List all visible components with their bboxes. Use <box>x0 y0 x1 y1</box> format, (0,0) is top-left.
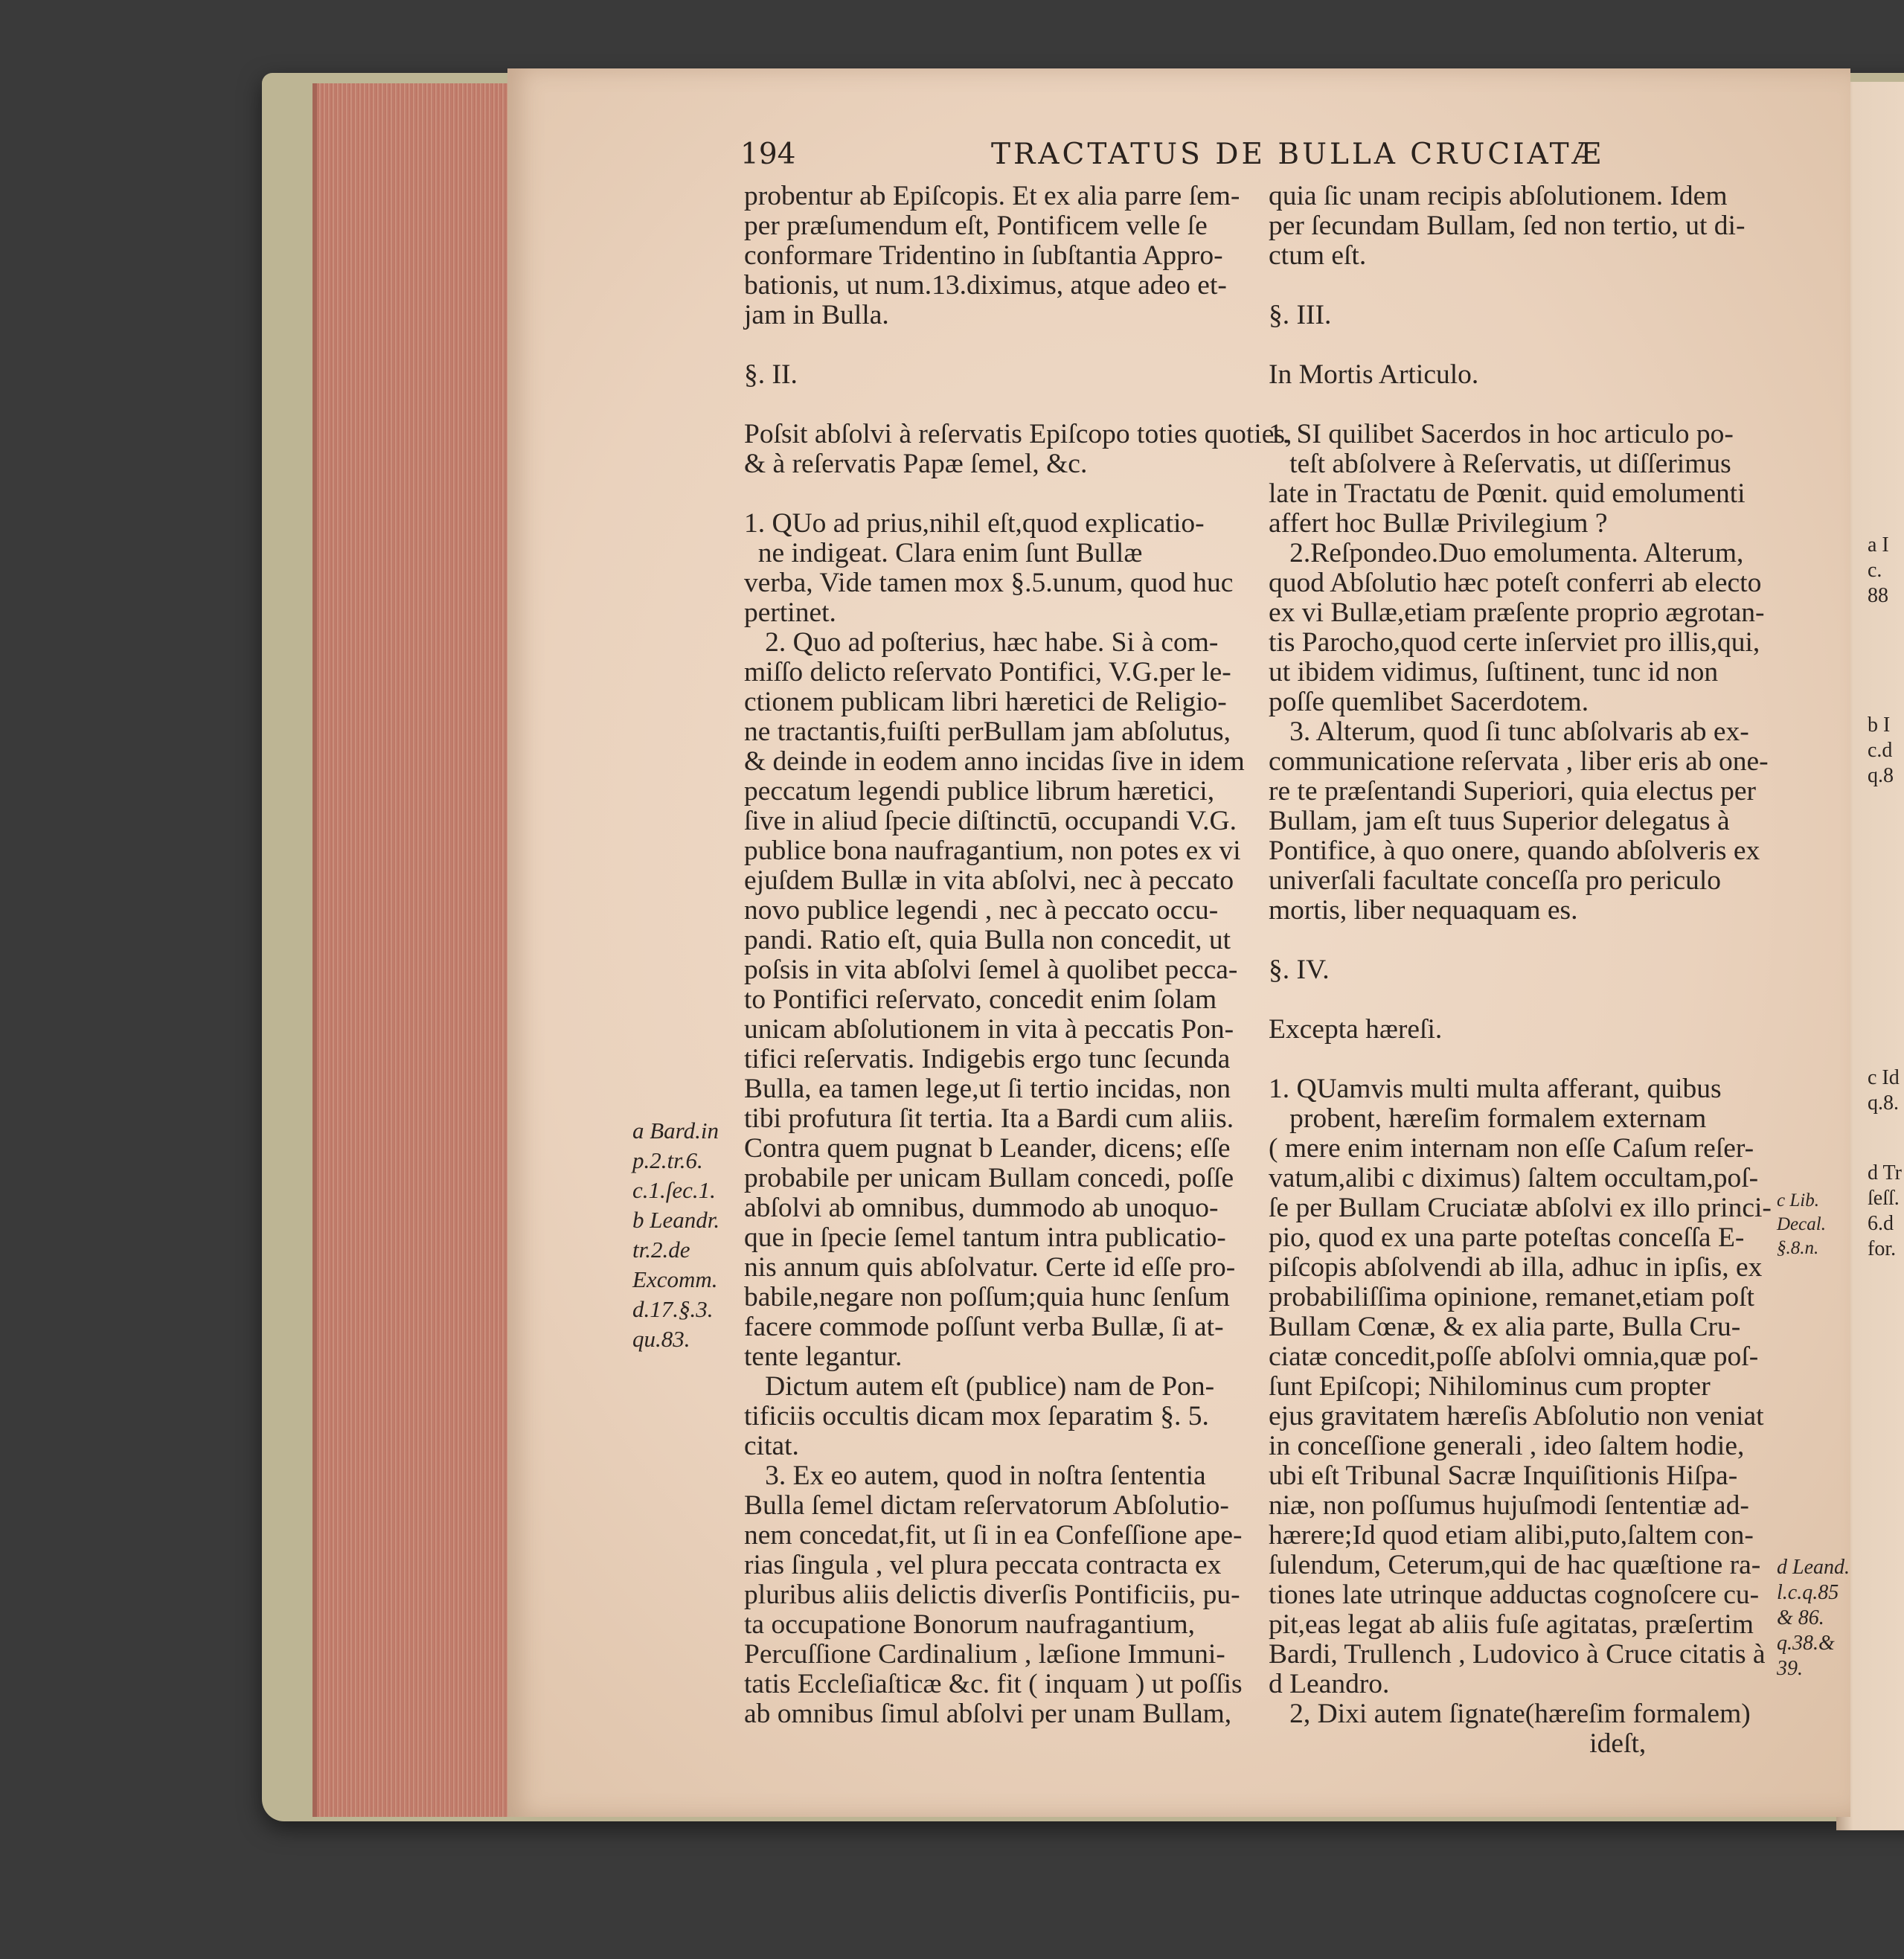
right-margin-note-c: c Lib. Decal. §.8.n. <box>1777 1190 1826 1258</box>
facing-page-fragment: d Tr ſeſſ. 6.d for. <box>1868 1161 1902 1260</box>
page-number: 194 <box>740 138 796 171</box>
facing-page-fragment: b I c.d q.8 <box>1868 714 1894 787</box>
facing-page-fragment: c Id q.8. <box>1868 1066 1900 1115</box>
running-head: TRACTATUS DE BULLA CRUCIATÆ <box>991 138 1604 171</box>
page-block-edges <box>312 83 525 1817</box>
right-margin-note-d: d Leand. l.c.q.85 & 86. q.38.& 39. <box>1777 1556 1850 1680</box>
left-column-text: probentur ab Epiſcopis. Et ex alia parre ſem- per præſumendum eſt, Pontificem velle ſe conformare Tridentino in ſubſtantia Appro- bationis, ut num.13.diximus, atque adeo et- jam in Bulla. §. II. Poſsit abſolvi à reſervatis Epiſcopo toties quoties, & à reſervatis Papæ ſemel, &c. 1. QUo ad prius,nihil eſt,quod explicatio- ne indigeat. Clara enim ſunt Bullæ verba, Vide tamen mox §.5.unum, quod huc pertinet. 2. Quo ad poſterius, hæc habe. Si à com- miſſo delicto reſervato Pontifici, V.G.per le- ctionem publicam libri hæretici de Religio- ne tractantis,fuiſti perBullam jam abſolutus, & deinde in eodem anno incidas ſive in idem peccatum legendi publice librum hæretici, ſive in aliud ſpecie diſtinctū, occupandi V.G. publice bona naufragantium, non potes ex vi ejuſdem Bullæ in vita abſolvi, nec à peccato novo publice legendi , nec à peccato occu- pandi. Ratio eſt, quia Bulla non concedit, ut poſsis in vita abſolvi ſemel à quolibet pecca- to Pontifici reſervato, concedit enim ſolam unicam abſolutionem in vita à peccatis Pon- tifici reſervatis. Indigebis ergo tunc ſecunda Bulla, ea tamen lege,ut ſi tertio incidas, non tibi profutura ſit tertia. Ita a Bardi cum aliis. Contra quem pugnat b Leander, dicens; eſſe probabile per unicam Bullam concedi, poſſe abſolvi ab omnibus, dummodo ab unoquo- que in ſpecie ſemel tantum intra publicatio- nis annum quis abſolvatur. Certe id eſſe pro- babile,negare non poſſum;quia hunc ſenſum facere commode poſſunt verba Bullæ, ſi at- tente legantur. Dictum autem eſt (publice) nam de Pon- tificiis occultis dicam mox ſeparatim §. 5. citat. 3. Ex eo autem, quod in noſtra ſententia Bulla ſemel dictam reſervatorum Abſolutio- nem concedat,fit, ut ſi in ea Confeſſione ape- rias ſingula , vel plura peccata contracta ex pluribus aliis delictis diverſis Pontificiis, pu- ta occupatione Bonorum naufragantium, Percuſſione Cardinalium , læſione Immuni- tatis Eccleſiaſticæ &c. fit ( inquam ) ut poſſis ab omnibus ſimul abſolvi per unam Bullam, <box>744 181 1292 1729</box>
right-column-text: quia ſic unam recipis abſolutionem. Idem per ſecundam Bullam, ſed non tertio, ut di- ctum eſt. §. III. In Mortis Articulo. 1. SI quilibet Sacerdos in hoc articulo po- teſt abſolvere à Reſervatis, ut diſſerimus late in Tractatu de Pœnit. quid emolumenti affert hoc Bullæ Privilegium ? 2.Reſpondeo.Duo emolumenta. Alterum, quod Abſolutio hæc poteſt conferri ab electo ex vi Bullæ,etiam præſente proprio ægrotan- tis Parocho,quod certe inſerviet pro illis,qui, ut ibidem vidimus, ſuſtinent, tunc id non poſſe quemlibet Sacerdotem. 3. Alterum, quod ſi tunc abſolvaris ab ex- communicatione reſervata , liber eris ab one- re te præſentandi Superiori, quia electus per Bullam, jam eſt tuus Superior delegatus à Pontifice, à quo onere, quando abſolveris ex univerſali facultate conceſſa pro periculo mortis, liber nequaquam es. §. IV. Excepta hæreſi. 1. QUamvis multi multa afferant, quibus probent, hæreſim formalem externam ( mere enim internam non eſſe Caſum reſer- vatum,alibi c diximus) ſaltem occultam,poſ- ſe per Bullam Cruciatæ abſolvi ex illo princi- pio, quod ex una parte poteſtas conceſſa E- piſcopis abſolvendi ab illa, adhuc in ipſis, ex probabiliſſima opinione, remanet,etiam poſt Bullam Cœnæ, & ex alia parte, Bulla Cru- ciatæ concedit,poſſe abſolvi omnia,quæ poſ- ſunt Epiſcopi; Nihilominus cum propter ejus gravitatem hæreſis Abſolutio non veniat in conceſſione generali , ideo ſaltem hodie, ubi eſt Tribunal Sacræ Inquiſitionis Hiſpa- niæ, non poſſumus hujuſmodi ſententiæ ad- hærere;Id quod etiam alibi,puto,ſaltem con- ſulendum, Ceterum,qui de hac quæſtione ra- tiones late utrinque adductas cognoſcere cu- pit,eas legat ab aliis fuſe agitatas, præſertim Bardi, Trullench , Ludovico à Cruce citatis à d Leandro. 2, Dixi autem ſignate(hæreſim formalem) ideſt, <box>1269 181 1772 1759</box>
left-margin-notes: a Bard.in p.2.tr.6. c.1.ſec.1. b Leandr. tr.2.de Excomm. d.17.§.3. qu.83. <box>632 1118 720 1352</box>
facing-page-fragment: a I c. 88 <box>1868 533 1889 607</box>
